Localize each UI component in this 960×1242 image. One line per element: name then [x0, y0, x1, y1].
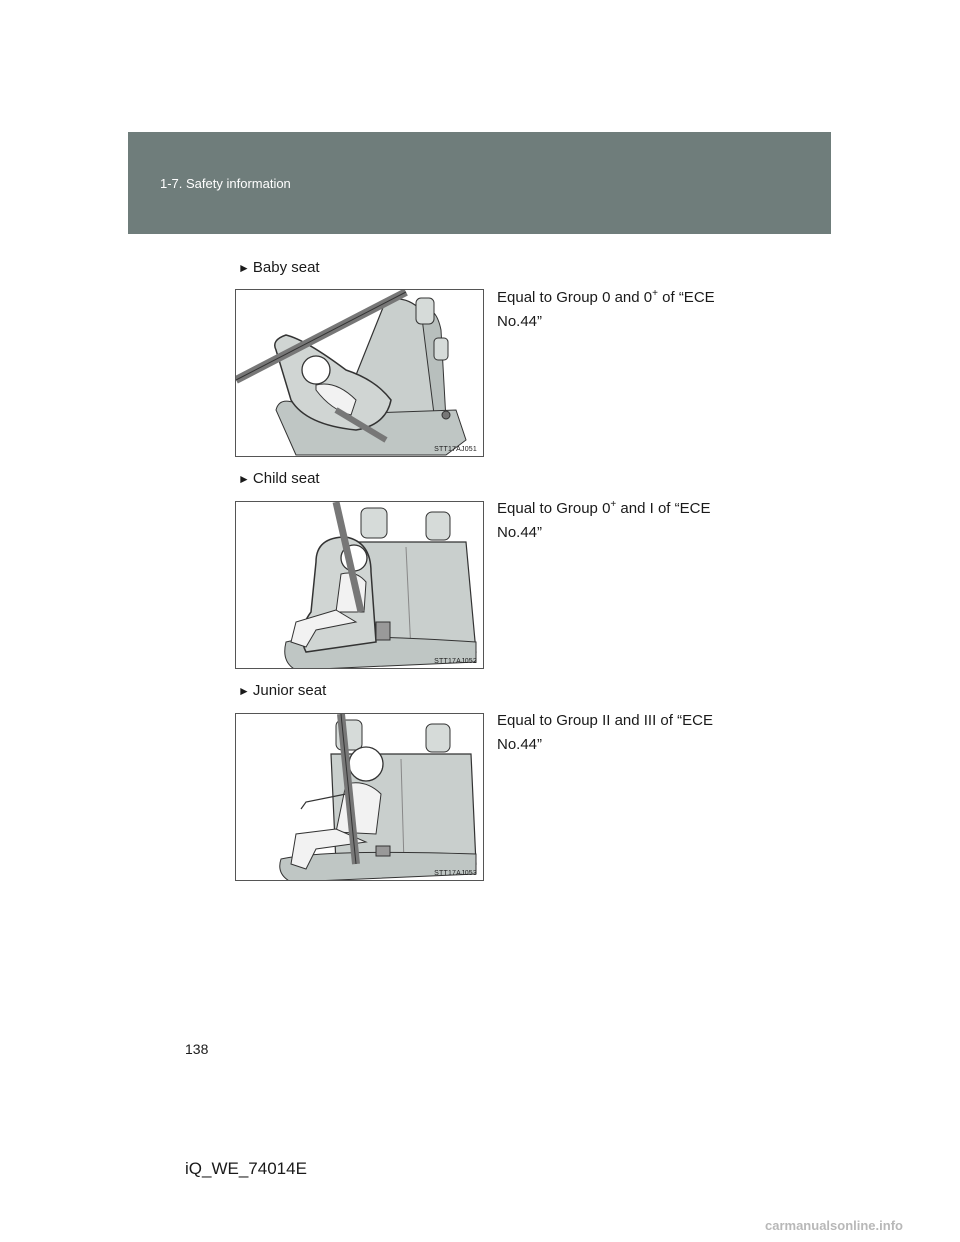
desc-text: of “ECE	[657, 289, 715, 306]
triangle-bullet-icon: ►	[238, 684, 250, 698]
section-label-child-seat	[238, 470, 320, 487]
description-line-2: No.44”	[497, 313, 543, 330]
section-label-text: Junior seat	[252, 682, 327, 699]
description-line-2: No.44”	[497, 736, 543, 753]
desc-superscript: +	[652, 288, 658, 299]
chapter-title: 1-7. Safety information	[160, 176, 291, 191]
section-label-text: Child seat	[252, 470, 320, 487]
figure-code: STT17AJ053	[434, 870, 477, 877]
triangle-bullet-icon: ►	[238, 261, 250, 275]
figure-code: STT17AJ051	[434, 446, 477, 453]
description-line-1	[497, 286, 747, 310]
desc-text: and I of “ECE	[616, 500, 711, 517]
child-seat-illustration	[235, 501, 484, 669]
section-label-junior-seat	[238, 682, 326, 699]
chapter-header	[128, 132, 831, 234]
junior-seat-description	[497, 709, 747, 757]
section-label-baby-seat	[238, 259, 320, 276]
description-line-1	[497, 709, 747, 733]
desc-text: Equal to Group 0 and 0	[497, 289, 653, 306]
triangle-bullet-icon: ►	[238, 472, 250, 486]
page-number: 138	[185, 1041, 209, 1057]
description-line-2: No.44”	[497, 524, 543, 541]
section-label-text: Baby seat	[252, 259, 320, 276]
baby-seat-description	[497, 286, 747, 334]
desc-text: Equal to Group 0	[497, 500, 611, 517]
desc-superscript: +	[610, 499, 617, 510]
description-line-1	[497, 497, 747, 521]
desc-text: Equal to Group II and III of “ECE	[497, 712, 713, 729]
watermark-link[interactable]: carmanualsonline.info	[765, 1218, 903, 1233]
figure-code: STT17AJ052	[434, 658, 477, 665]
baby-seat-illustration	[235, 289, 484, 457]
document-code: iQ_WE_74014E	[185, 1159, 307, 1178]
junior-seat-illustration	[235, 713, 484, 881]
child-seat-description	[497, 497, 747, 545]
